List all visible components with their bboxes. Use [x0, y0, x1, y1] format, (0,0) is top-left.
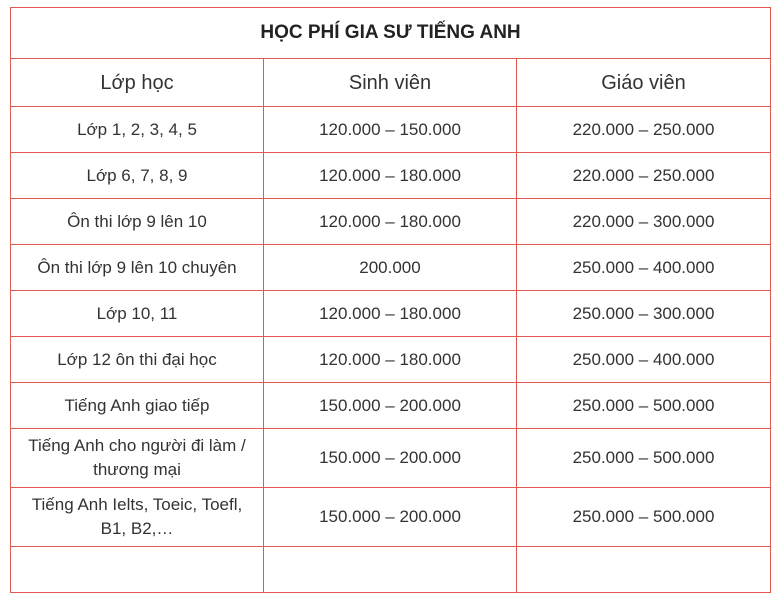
cell-lop: Lớp 1, 2, 3, 4, 5: [11, 107, 264, 153]
cell-lop: Ôn thi lớp 9 lên 10: [11, 199, 264, 245]
cell-giao-vien: 250.000 – 500.000: [517, 429, 771, 488]
cell-giao-vien: 250.000 – 500.000: [517, 488, 771, 547]
cell-sinh-vien: 120.000 – 150.000: [264, 107, 517, 153]
cell-giao-vien: 220.000 – 300.000: [517, 199, 771, 245]
cell-giao-vien: 250.000 – 500.000: [517, 383, 771, 429]
cell-lop: Lớp 10, 11: [11, 291, 264, 337]
table-row: [11, 153, 771, 199]
table-row: [11, 245, 771, 291]
cell-giao-vien: 220.000 – 250.000: [517, 153, 771, 199]
cell-giao-vien: 250.000 – 400.000: [517, 245, 771, 291]
cell-sinh-vien: 150.000 – 200.000: [264, 429, 517, 488]
table-row: [11, 337, 771, 383]
table-row-partial: [11, 547, 771, 593]
cell-giao-vien: 250.000 – 400.000: [517, 337, 771, 383]
cell-lop: Tiếng Anh cho người đi làm / thương mại: [11, 429, 264, 488]
header-lop-hoc: Lớp học: [11, 59, 264, 107]
cell-lop: Ôn thi lớp 9 lên 10 chuyên: [11, 245, 264, 291]
table-row: [11, 199, 771, 245]
cell-sinh-vien: 150.000 – 200.000: [264, 488, 517, 547]
cell-empty: [11, 547, 264, 593]
tuition-table: [10, 7, 771, 593]
table-row: [11, 291, 771, 337]
cell-lop: Lớp 12 ôn thi đại học: [11, 337, 264, 383]
table-row: [11, 488, 771, 547]
cell-sinh-vien: 120.000 – 180.000: [264, 337, 517, 383]
cell-sinh-vien: 120.000 – 180.000: [264, 291, 517, 337]
header-sinh-vien: Sinh viên: [264, 59, 517, 107]
table-title: HỌC PHÍ GIA SƯ TIẾNG ANH: [11, 8, 771, 59]
cell-lop: Tiếng Anh giao tiếp: [11, 383, 264, 429]
cell-giao-vien: 250.000 – 300.000: [517, 291, 771, 337]
header-giao-vien: Giáo viên: [517, 59, 771, 107]
cell-sinh-vien: 120.000 – 180.000: [264, 153, 517, 199]
cell-lop: Lớp 6, 7, 8, 9: [11, 153, 264, 199]
cell-sinh-vien: 150.000 – 200.000: [264, 383, 517, 429]
cell-sinh-vien: 120.000 – 180.000: [264, 199, 517, 245]
cell-empty: [517, 547, 771, 593]
title-row: [11, 8, 771, 59]
cell-giao-vien: 220.000 – 250.000: [517, 107, 771, 153]
table-row: [11, 429, 771, 488]
table-row: [11, 383, 771, 429]
header-row: [11, 59, 771, 107]
cell-sinh-vien: 200.000: [264, 245, 517, 291]
cell-lop: Tiếng Anh Ielts, Toeic, Toefl, B1, B2,…: [11, 488, 264, 547]
cell-empty: [264, 547, 517, 593]
table-row: [11, 107, 771, 153]
